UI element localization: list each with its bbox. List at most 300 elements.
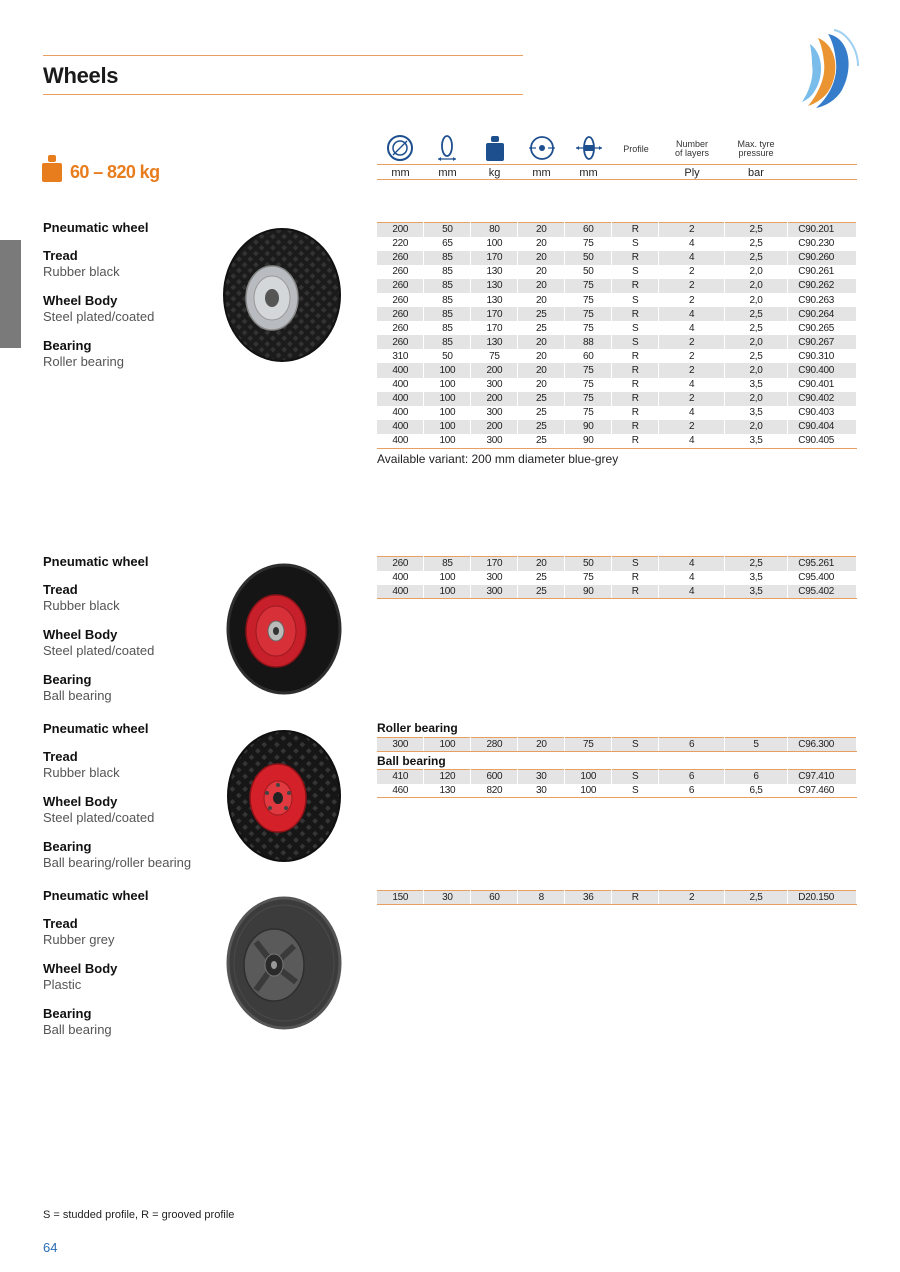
article-code-cell: C97.460 <box>787 784 856 798</box>
table-cell: 2,5 <box>725 349 788 363</box>
table-cell: 170 <box>471 557 518 571</box>
table-cell: 4 <box>659 557 725 571</box>
tread-label: Tread <box>43 916 78 931</box>
bearing-label: Bearing <box>43 839 92 854</box>
table-cell: 20 <box>518 251 565 265</box>
table-cell: 85 <box>424 293 471 307</box>
table-row <box>377 784 857 798</box>
header-rule-top <box>377 164 857 165</box>
table-cell: 300 <box>377 738 424 752</box>
table-cell: 100 <box>424 406 471 420</box>
table-cell: 75 <box>565 237 612 251</box>
header-rule-bottom <box>377 179 857 180</box>
table-cell: 100 <box>424 434 471 448</box>
table-cell: 2 <box>659 293 725 307</box>
table-cell: 120 <box>424 770 471 784</box>
table-cell: 4 <box>659 378 725 392</box>
table-cell: 75 <box>565 571 612 585</box>
table-cell: S <box>612 335 659 349</box>
table-cell: 100 <box>424 420 471 434</box>
table-cell: S <box>612 293 659 307</box>
bearing-value: Ball bearing <box>43 688 112 703</box>
table-cell: 50 <box>565 251 612 265</box>
table-cell: 2,5 <box>725 237 788 251</box>
hub-bore-icon <box>528 134 556 162</box>
table-row <box>377 420 857 434</box>
table-cell: 100 <box>424 378 471 392</box>
table-cell: 75 <box>471 349 518 363</box>
table-cell: 200 <box>471 392 518 406</box>
product-4-specs <box>43 888 218 1051</box>
product-2-specs <box>43 554 218 717</box>
table-cell: 260 <box>377 307 424 321</box>
table-cell: S <box>612 784 659 798</box>
table-cell: 20 <box>518 557 565 571</box>
product-1-specs <box>43 220 218 383</box>
table-cell: 170 <box>471 321 518 335</box>
table-cell: 3,5 <box>725 378 788 392</box>
table-cell: 400 <box>377 420 424 434</box>
table-cell: R <box>612 223 659 237</box>
table-cell: 2,0 <box>725 279 788 293</box>
table-cell: 4 <box>659 585 725 599</box>
article-code-cell: C90.264 <box>787 307 856 321</box>
table-cell: 20 <box>518 349 565 363</box>
table-cell: 25 <box>518 585 565 599</box>
table-cell: 25 <box>518 571 565 585</box>
table-cell: 25 <box>518 307 565 321</box>
table-cell: 75 <box>565 392 612 406</box>
table-cell: 300 <box>471 406 518 420</box>
table-cell: 2 <box>659 223 725 237</box>
table-cell: 200 <box>471 363 518 377</box>
table-cell: 310 <box>377 349 424 363</box>
table-cell: 300 <box>471 571 518 585</box>
product-title: Pneumatic wheel <box>43 220 149 235</box>
wheel-image-red-rim-studded <box>226 729 342 863</box>
table-cell: 75 <box>565 378 612 392</box>
table-cell: 80 <box>471 223 518 237</box>
table-cell: 3,5 <box>725 571 788 585</box>
table-cell: 6 <box>725 770 788 784</box>
table-cell: 75 <box>565 406 612 420</box>
table-cell: S <box>612 321 659 335</box>
table-row <box>377 770 857 784</box>
wheel-body-value: Steel plated/coated <box>43 309 155 324</box>
article-code-cell: C90.265 <box>787 321 856 335</box>
table-cell: 2,0 <box>725 265 788 279</box>
table-cell: 100 <box>471 237 518 251</box>
table-cell: 75 <box>565 321 612 335</box>
table-cell: 20 <box>518 293 565 307</box>
table-cell: 2,5 <box>725 223 788 237</box>
bearing-label: Bearing <box>43 1006 92 1021</box>
table-cell: 25 <box>518 420 565 434</box>
title-rule-bottom <box>43 94 523 95</box>
table-cell: 75 <box>565 279 612 293</box>
table-cell: 2,5 <box>725 307 788 321</box>
table-cell: 88 <box>565 335 612 349</box>
bearing-value: Ball bearing/roller bearing <box>43 855 192 870</box>
table-cell: R <box>612 307 659 321</box>
table-cell: 30 <box>518 770 565 784</box>
table-cell: 130 <box>471 335 518 349</box>
table-cell: 85 <box>424 265 471 279</box>
table-cell: 20 <box>518 363 565 377</box>
wheel-body-label: Wheel Body <box>43 293 118 308</box>
table-cell: 2,0 <box>725 392 788 406</box>
table-cell: 20 <box>518 237 565 251</box>
table-cell: 260 <box>377 293 424 307</box>
table-cell: 4 <box>659 237 725 251</box>
table-row <box>377 406 857 420</box>
table-cell: R <box>612 406 659 420</box>
table-row <box>377 279 857 293</box>
table-cell: R <box>612 349 659 363</box>
article-code-cell: C90.260 <box>787 251 856 265</box>
table-cell: 100 <box>424 363 471 377</box>
table-cell: 2,0 <box>725 293 788 307</box>
bearing-label: Bearing <box>43 338 92 353</box>
table-cell: 90 <box>565 420 612 434</box>
table-cell: 2 <box>659 265 725 279</box>
unit-load: kg <box>488 167 501 179</box>
table-row <box>377 891 857 905</box>
table-cell: 100 <box>424 571 471 585</box>
table-cell: 60 <box>565 223 612 237</box>
table-cell: 260 <box>377 335 424 349</box>
article-code-cell: C90.403 <box>787 406 856 420</box>
table-cell: 85 <box>424 321 471 335</box>
table-cell: 260 <box>377 279 424 293</box>
table-cell: 20 <box>518 738 565 752</box>
table-cell: 30 <box>424 891 471 905</box>
table-cell: 2 <box>659 279 725 293</box>
table-row <box>377 585 857 599</box>
table-cell: 85 <box>424 279 471 293</box>
table-cell: 60 <box>471 891 518 905</box>
table-row <box>377 223 857 237</box>
table-cell: 2,0 <box>725 335 788 349</box>
table-cell: 6 <box>659 784 725 798</box>
table-row <box>377 557 857 571</box>
tread-value: Rubber grey <box>43 932 115 947</box>
table-cell: R <box>612 585 659 599</box>
product-title: Pneumatic wheel <box>43 554 149 569</box>
article-code-cell: C90.263 <box>787 293 856 307</box>
table-cell: 20 <box>518 265 565 279</box>
wheel-image-grey-plastic <box>226 896 342 1030</box>
product-3-ball-table <box>377 769 857 798</box>
brand-logo-icon <box>788 28 864 112</box>
table-cell: 100 <box>424 392 471 406</box>
table-cell: 150 <box>377 891 424 905</box>
table-cell: 75 <box>565 738 612 752</box>
table-cell: 130 <box>471 293 518 307</box>
table-cell: 85 <box>424 251 471 265</box>
table-cell: 280 <box>471 738 518 752</box>
table-cell: 4 <box>659 571 725 585</box>
unit-pressure: bar <box>748 167 764 179</box>
table-cell: 2,5 <box>725 251 788 265</box>
table-cell: 200 <box>471 420 518 434</box>
tread-value: Rubber black <box>43 765 120 780</box>
table-cell: 100 <box>424 585 471 599</box>
table-cell: 25 <box>518 392 565 406</box>
table-cell: 260 <box>377 557 424 571</box>
table-cell: 4 <box>659 251 725 265</box>
table-cell: 75 <box>565 307 612 321</box>
table-cell: 4 <box>659 434 725 448</box>
table-cell: 20 <box>518 223 565 237</box>
table-cell: 2 <box>659 363 725 377</box>
table-cell: 2,5 <box>725 891 788 905</box>
tread-label: Tread <box>43 749 78 764</box>
table-cell: S <box>612 770 659 784</box>
unit-diameter: mm <box>391 167 410 179</box>
table-cell: 3,5 <box>725 585 788 599</box>
tread-label: Tread <box>43 582 78 597</box>
table-cell: 400 <box>377 392 424 406</box>
table-cell: 25 <box>518 406 565 420</box>
table-cell: R <box>612 420 659 434</box>
article-code-cell: C90.405 <box>787 434 856 448</box>
table-cell: 100 <box>565 784 612 798</box>
wheel-body-value: Plastic <box>43 977 82 992</box>
table-cell: R <box>612 392 659 406</box>
table-cell: 4 <box>659 321 725 335</box>
table-row <box>377 349 857 363</box>
table-cell: 2 <box>659 392 725 406</box>
table-cell: 410 <box>377 770 424 784</box>
table-cell: 170 <box>471 251 518 265</box>
unit-tread-width: mm <box>438 167 457 179</box>
table-row <box>377 265 857 279</box>
table-cell: 400 <box>377 363 424 377</box>
table-cell: 50 <box>565 265 612 279</box>
table-cell: 75 <box>565 363 612 377</box>
wheel-body-label: Wheel Body <box>43 961 118 976</box>
article-code-cell: C96.300 <box>787 738 856 752</box>
table-cell: 60 <box>565 349 612 363</box>
bearing-value: Roller bearing <box>43 354 124 369</box>
tread-value: Rubber black <box>43 598 120 613</box>
table-cell: R <box>612 279 659 293</box>
article-code-cell: C90.230 <box>787 237 856 251</box>
table-row <box>377 392 857 406</box>
table-cell: 260 <box>377 265 424 279</box>
table-cell: 130 <box>471 265 518 279</box>
table-cell: 3,5 <box>725 406 788 420</box>
table-cell: 8 <box>518 891 565 905</box>
tread-width-icon <box>433 134 461 162</box>
table-cell: 400 <box>377 571 424 585</box>
table-cell: 5 <box>725 738 788 752</box>
article-code-cell: C90.401 <box>787 378 856 392</box>
variant-note: Available variant: 200 mm diameter blue-grey <box>377 452 619 466</box>
pressure-header-line1: Max. tyre <box>737 139 775 149</box>
article-code-cell: C90.267 <box>787 335 856 349</box>
article-code-cell: C90.402 <box>787 392 856 406</box>
table-cell: 820 <box>471 784 518 798</box>
table-cell: 50 <box>424 223 471 237</box>
table-row <box>377 237 857 251</box>
weight-icon <box>42 155 62 182</box>
table-cell: 2 <box>659 420 725 434</box>
table-cell: 100 <box>565 770 612 784</box>
article-code-cell: C90.261 <box>787 265 856 279</box>
table-cell: 460 <box>377 784 424 798</box>
article-code-cell: C97.410 <box>787 770 856 784</box>
layers-header-line1: Number <box>675 139 708 149</box>
table-cell: 170 <box>471 307 518 321</box>
unit-layers: Ply <box>684 167 700 179</box>
table-cell: S <box>612 557 659 571</box>
article-code-cell: C95.261 <box>787 557 856 571</box>
table-cell: 220 <box>377 237 424 251</box>
layers-header-line2: of layers <box>674 148 709 158</box>
hub-length-icon <box>575 134 603 162</box>
table-cell: 20 <box>518 335 565 349</box>
table-cell: 20 <box>518 378 565 392</box>
table-cell: 2 <box>659 335 725 349</box>
wheel-body-label: Wheel Body <box>43 794 118 809</box>
product-title: Pneumatic wheel <box>43 721 149 736</box>
table-cell: 90 <box>565 434 612 448</box>
table-cell: R <box>612 363 659 377</box>
table-row <box>377 321 857 335</box>
table-cell: 20 <box>518 279 565 293</box>
table-row <box>377 335 857 349</box>
table-cell: 400 <box>377 406 424 420</box>
table-row <box>377 307 857 321</box>
page-title: Wheels <box>43 63 119 88</box>
table-cell: 400 <box>377 585 424 599</box>
title-rule-top <box>43 55 523 56</box>
table-cell: 6 <box>659 738 725 752</box>
table-row <box>377 293 857 307</box>
table-row <box>377 738 857 752</box>
table-cell: 85 <box>424 557 471 571</box>
table-cell: 130 <box>424 784 471 798</box>
page-number: 64 <box>43 1240 58 1255</box>
product-title: Pneumatic wheel <box>43 888 149 903</box>
article-code-cell: C90.400 <box>787 363 856 377</box>
table-cell: 2,5 <box>725 557 788 571</box>
tread-value: Rubber black <box>43 264 120 279</box>
unit-hub-bore: mm <box>532 167 551 179</box>
bearing-label: Bearing <box>43 672 92 687</box>
table-cell: 50 <box>424 349 471 363</box>
article-code-cell: C90.262 <box>787 279 856 293</box>
table-cell: S <box>612 265 659 279</box>
diameter-icon <box>386 134 414 162</box>
table-cell: 2,5 <box>725 321 788 335</box>
table-cell: 2,0 <box>725 363 788 377</box>
table-cell: 90 <box>565 585 612 599</box>
table-cell: R <box>612 434 659 448</box>
product-3-specs <box>43 721 218 884</box>
article-code-cell: C90.404 <box>787 420 856 434</box>
table-cell: R <box>612 251 659 265</box>
table-cell: 6 <box>659 770 725 784</box>
table-cell: S <box>612 237 659 251</box>
table-cell: 260 <box>377 321 424 335</box>
wheel-body-value: Steel plated/coated <box>43 810 155 825</box>
table-cell: 50 <box>565 557 612 571</box>
wheel-body-value: Steel plated/coated <box>43 643 155 658</box>
table-cell: 85 <box>424 335 471 349</box>
article-code-cell: C90.201 <box>787 223 856 237</box>
table-cell: 600 <box>471 770 518 784</box>
table-cell: 2,0 <box>725 420 788 434</box>
table-cell: 300 <box>471 585 518 599</box>
table-cell: 75 <box>565 293 612 307</box>
profile-footnote: S = studded profile, R = grooved profile <box>43 1209 235 1221</box>
article-code-cell: C95.400 <box>787 571 856 585</box>
table-cell: 36 <box>565 891 612 905</box>
table-cell: 85 <box>424 307 471 321</box>
table-cell: 3,5 <box>725 434 788 448</box>
table-cell: 130 <box>471 279 518 293</box>
table-cell: 400 <box>377 378 424 392</box>
table-cell: 260 <box>377 251 424 265</box>
table-row <box>377 571 857 585</box>
wheel-body-label: Wheel Body <box>43 627 118 642</box>
table-cell: S <box>612 738 659 752</box>
table-cell: 2 <box>659 891 725 905</box>
roller-bearing-heading: Roller bearing <box>377 721 458 735</box>
table-cell: 2 <box>659 349 725 363</box>
article-code-cell: C90.310 <box>787 349 856 363</box>
table-cell: 400 <box>377 434 424 448</box>
weight-range: 60 – 820 kg <box>70 162 160 182</box>
product-1-table <box>377 222 857 449</box>
table-row <box>377 363 857 377</box>
unit-hub-length: mm <box>579 167 598 179</box>
table-cell: R <box>612 378 659 392</box>
wheel-image-grey-rim <box>222 228 342 362</box>
table-row <box>377 251 857 265</box>
table-cell: 25 <box>518 321 565 335</box>
table-cell: 25 <box>518 434 565 448</box>
wheel-image-red-rim-smooth <box>226 563 342 695</box>
pressure-header-line2: pressure <box>738 148 774 158</box>
table-cell: 100 <box>424 738 471 752</box>
bearing-value: Ball bearing <box>43 1022 112 1037</box>
table-cell: 4 <box>659 307 725 321</box>
product-3-roller-table <box>377 737 857 752</box>
table-cell: 300 <box>471 378 518 392</box>
article-code-cell: D20.150 <box>787 891 856 905</box>
tread-label: Tread <box>43 248 78 263</box>
table-cell: R <box>612 571 659 585</box>
article-code-cell: C95.402 <box>787 585 856 599</box>
table-cell: 65 <box>424 237 471 251</box>
load-capacity-icon <box>481 134 509 162</box>
table-cell: 300 <box>471 434 518 448</box>
table-cell: 6,5 <box>725 784 788 798</box>
table-cell: 200 <box>377 223 424 237</box>
table-cell: 4 <box>659 406 725 420</box>
table-row <box>377 378 857 392</box>
profile-header: Profile <box>623 144 649 154</box>
section-side-tab <box>0 240 21 348</box>
product-2-table <box>377 556 857 599</box>
table-cell: R <box>612 891 659 905</box>
product-4-table <box>377 890 857 905</box>
table-row <box>377 434 857 448</box>
